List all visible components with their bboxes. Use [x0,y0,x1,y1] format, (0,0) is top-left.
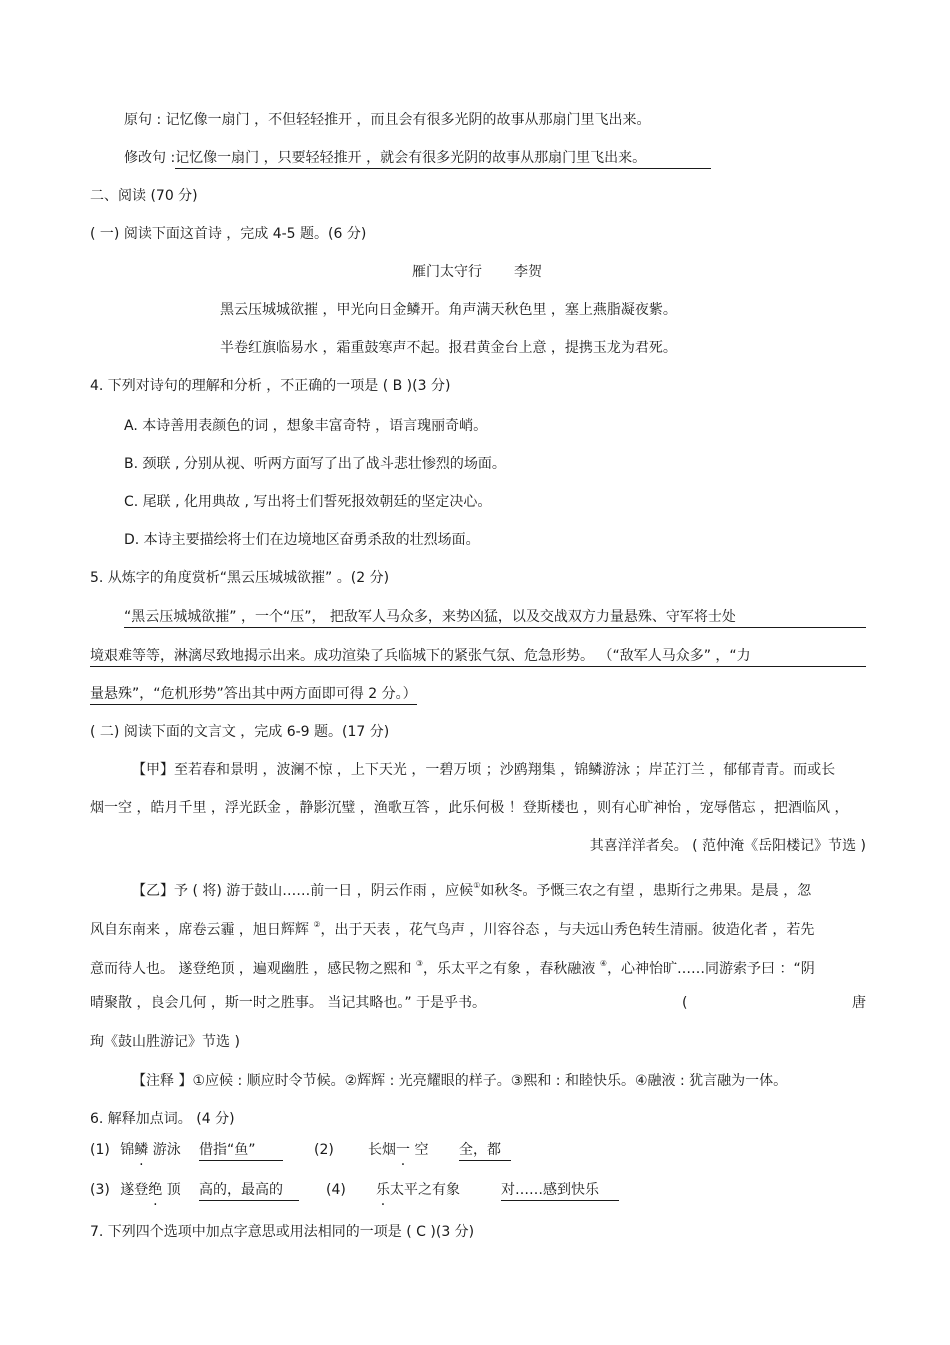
q6-item-3: (3) 遂登绝 顶 [90,1182,181,1198]
passage-yi-source: 珣《鼓山胜游记》节选 ) [90,1034,240,1050]
poem-title: 雁门太守行 [412,264,482,280]
q6-item-4-num: (4) [326,1182,346,1198]
option-b: B. 颈联 , 分别从视、听两方面写了出了战斗悲壮惨烈的场面。 [124,456,506,472]
passage-jia-line: 【甲】至若春和景明 ，波澜不惊 ，上下天光 ，一碧万顷 ；沙鸥翔集 ，锦鳞游泳 ；岸芷汀兰 ，郁郁青青。而或长 [132,762,836,778]
poem-line: 半卷红旗临易水 ，霜重鼓寒声不起。报君黄金台上意 ，提携玉龙为君死。 [220,340,677,356]
passage-yi-paren: ( [682,995,688,1011]
question-4: 4. 下列对诗句的理解和分析 ，不正确的一项是 ( B )(3 分) [90,378,451,394]
revised-sentence [124,148,711,169]
passage-yi-author-start: 唐 [852,995,866,1011]
passage-yi-line: 风自东南来 ，席卷云霾 ，旭日辉辉 ②，出于天表 ，花气鸟声 ，川容谷态 ，与夫远山秀色转生清丽。彼造化者 ，若先 [90,920,815,938]
answer-5-line: 境艰难等等，淋漓尽致地揭示出来。成功渲染了兵临城下的紧张气氛、危急形势。 （“敌军人马众多” ，“力 [90,646,866,667]
question-7: 7. 下列四个选项中加点字意思或用法相同的一项是 ( C )(3 分) [90,1224,475,1240]
part1-heading: ( 一) 阅读下面这首诗 ，完成 4-5 题。(6 分) [90,226,367,242]
q6-item-4: 乐太平之有象 [376,1182,460,1198]
revised-text: 记忆像一扇门 ，只要轻轻推开 ，就会有很多光阴的故事从那扇门里飞出来。 [175,148,711,169]
poem-author: 李贺 [514,264,542,280]
option-c: C. 尾联 , 化用典故 , 写出将士们誓死报效朝廷的坚定决心。 [124,494,492,510]
poem-line: 黑云压城城欲摧 ，甲光向日金鳞开。角声满天秋色里 ，塞上燕脂凝夜紫。 [220,302,677,318]
passage-yi-line: 【乙】予 ( 将) 游于鼓山……前一日 ，阴云作雨 ，应候①如秋冬。予慨三农之有望 ，患斯行之弗果。是晨 ，忽 [132,881,812,899]
option-a: A. 本诗善用表颜色的词 ，想象丰富奇特 ，语言瑰丽奇峭。 [124,418,488,434]
q6-item-2: 长烟一 空 [368,1142,429,1158]
q6-answer-2: 全，都 [459,1140,511,1161]
question-5: 5. 从炼字的角度赏析“黑云压城城欲摧” 。(2 分) [90,570,390,586]
passage-jia-line: 烟一空 ，皓月千里 ，浮光跃金 ，静影沉璧 ，渔歌互答 ，此乐何极 ！登斯楼也 ，则有心旷神怡 ，宠辱偕忘 ，把酒临风 ， [90,800,849,816]
section-heading: 二、阅读 (70 分) [90,188,198,204]
answer-5-line: 量悬殊”，“危机形势”答出其中两方面即可得 2 分。） [90,684,417,705]
option-d: D. 本诗主要描绘将士们在边境地区奋勇杀敌的壮烈场面。 [124,532,480,548]
question-6: 6. 解释加点词。 (4 分) [90,1111,235,1127]
original-sentence: 原句 : 记忆像一扇门 ，不但轻轻推开 ，而且会有很多光阴的故事从那扇门里飞出来。 [124,112,651,128]
q6-answer-3: 高的，最高的 [199,1180,299,1201]
annotation: 【注释 】①应候 : 顺应时令节候。②辉辉 : 光亮耀眼的样子。③熙和 : 和睦快乐。④融液 : 犹言融为一体。 [132,1073,788,1089]
passage-yi-line: 晴聚散 ，良会几何 ，斯一时之胜事。 当记其略也。” 于是乎书。 [90,995,487,1011]
q6-answer-4: 对……感到快乐 [501,1180,619,1201]
part2-heading: ( 二) 阅读下面的文言文 ，完成 6-9 题。(17 分) [90,724,390,740]
answer-5-line: “黑云压城城欲摧” ，一个“压”， 把敌军人马众多，来势凶猛，以及交战双方力量悬殊、守军将士处 [124,607,866,628]
passage-yi-line: 意而待人也。 遂登绝顶 ，遍观幽胜 ，感民物之熙和 ③，乐太平之有象 ，春秋融液 ④，心神怡旷……同游索予曰 ：“阴 [90,959,815,977]
q6-item-1: (1) 锦鳞 游泳 [90,1142,181,1158]
q6-answer-1: 借指“鱼” [199,1140,283,1161]
passage-jia-source: 其喜洋洋者矣。 ( 范仲淹《岳阳楼记》节选 ) [589,838,866,854]
q6-item-2-num: (2) [314,1142,334,1158]
revised-label: 修改句 : [124,150,176,166]
